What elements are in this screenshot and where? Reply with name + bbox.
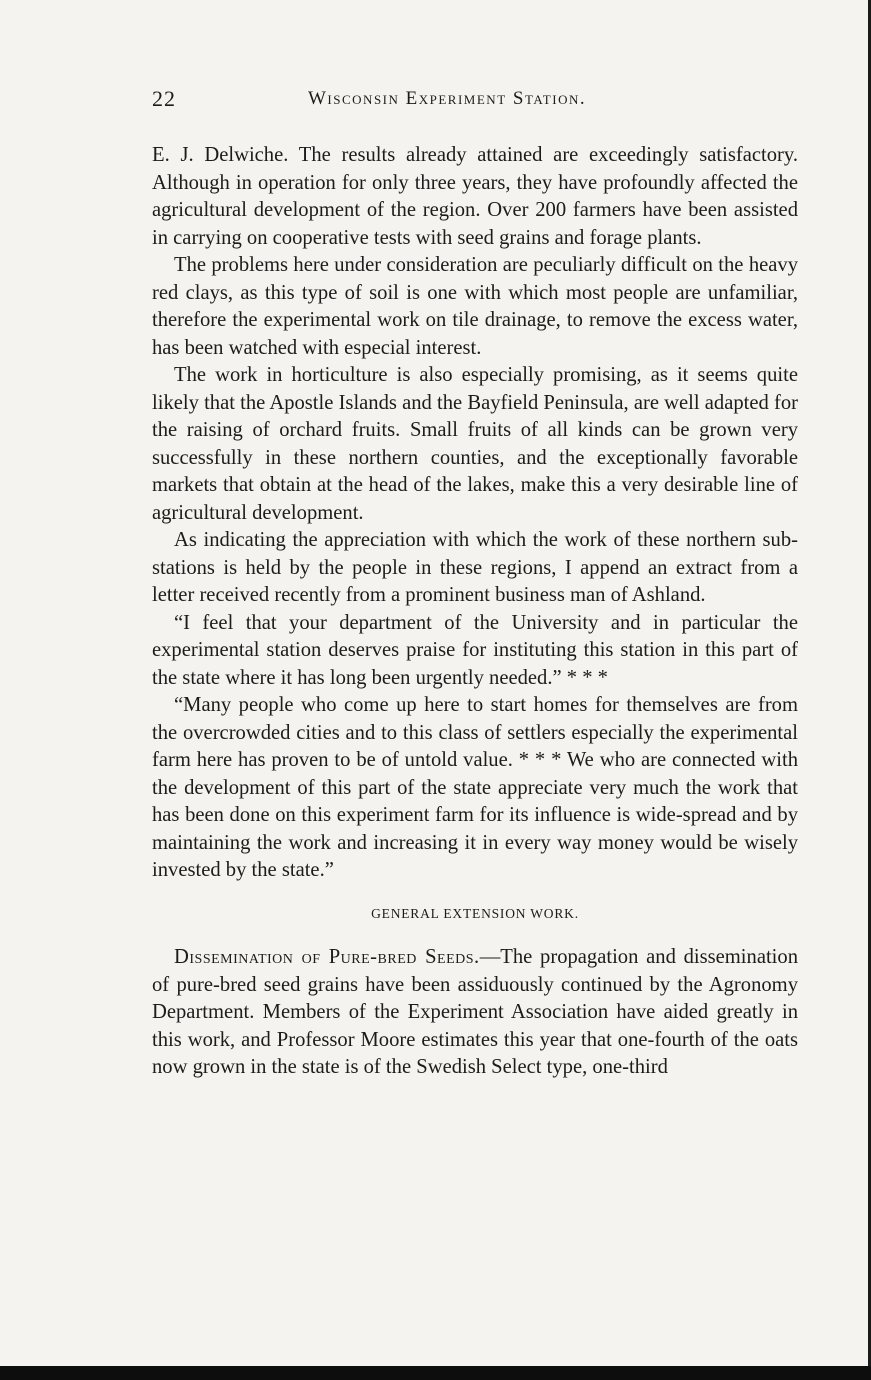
quote-paragraph-1: “I feel that your department of the University and in particular the experimental station deserves praise for instituting this station in this part of the state where it has long been urgently needed.” * * *	[152, 611, 798, 689]
quote-paragraph-2: “Many people who come up here to start homes for themselves are from the overcrowded cities and to this class of settlers especially the experimental farm here has proven to be of untold value. * * * We who are connected with the development of this part of the state appreciate very much the work that has been done on this experiment farm for its influence is wide-spread and by maintaining the work and increasing it in every way money would be wisely invested by the state.”	[152, 694, 798, 881]
run-in-title: Dissemination of Pure-bred Seeds.	[174, 946, 480, 968]
body-text	[152, 142, 798, 1082]
section-heading: GENERAL EXTENSION WORK.	[371, 905, 579, 921]
scan-border	[0, 1366, 871, 1380]
paragraph-3: The work in horticulture is also especially promising, as it seems quite likely that the Apostle Islands and the Bayfield Peninsula, are well adapted for the raising of orchard fruits. Small fruits of all kinds can be grown very successfully in these northern counties, and the exceptionally favorable markets that obtain at the head of the lakes, make this a very desirable line of agricultural development.	[152, 364, 798, 524]
run-in-body: —The propagation and dissemination of pure-bred seed grains have been assiduously continued by the Agronomy Department. Members of the Experiment Association have aided greatly in this work, and Professor Moore estimates this year that one-fourth of the oats now grown in the state is of the Swedish Select type, one-third	[152, 946, 798, 1078]
paragraph-2: The problems here under consideration are peculiarly difficult on the heavy red clays, as this type of soil is one with which most people are unfamiliar, therefore the experimental work on tile drainage, to remove the excess water, has been watched with especial interest.	[152, 254, 798, 359]
paragraph-1: E. J. Delwiche. The results already attained are exceedingly satisfactory. Although in operation for only three years, they have profoundly affected the agricultural development of the region. Over 200 farmers have been assisted in carrying on cooperative tests with seed grains and forage plants.	[152, 144, 798, 249]
paragraph-4: As indicating the appreciation with which the work of these northern sub-stations is held by the people in these regions, I append an extract from a letter received recently from a prominent business man of Ashland.	[152, 529, 798, 606]
section-paragraph	[152, 944, 798, 1082]
page-number: 22	[152, 86, 176, 111]
page-header	[152, 86, 798, 116]
running-head: Wisconsin Experiment Station.	[308, 88, 587, 109]
